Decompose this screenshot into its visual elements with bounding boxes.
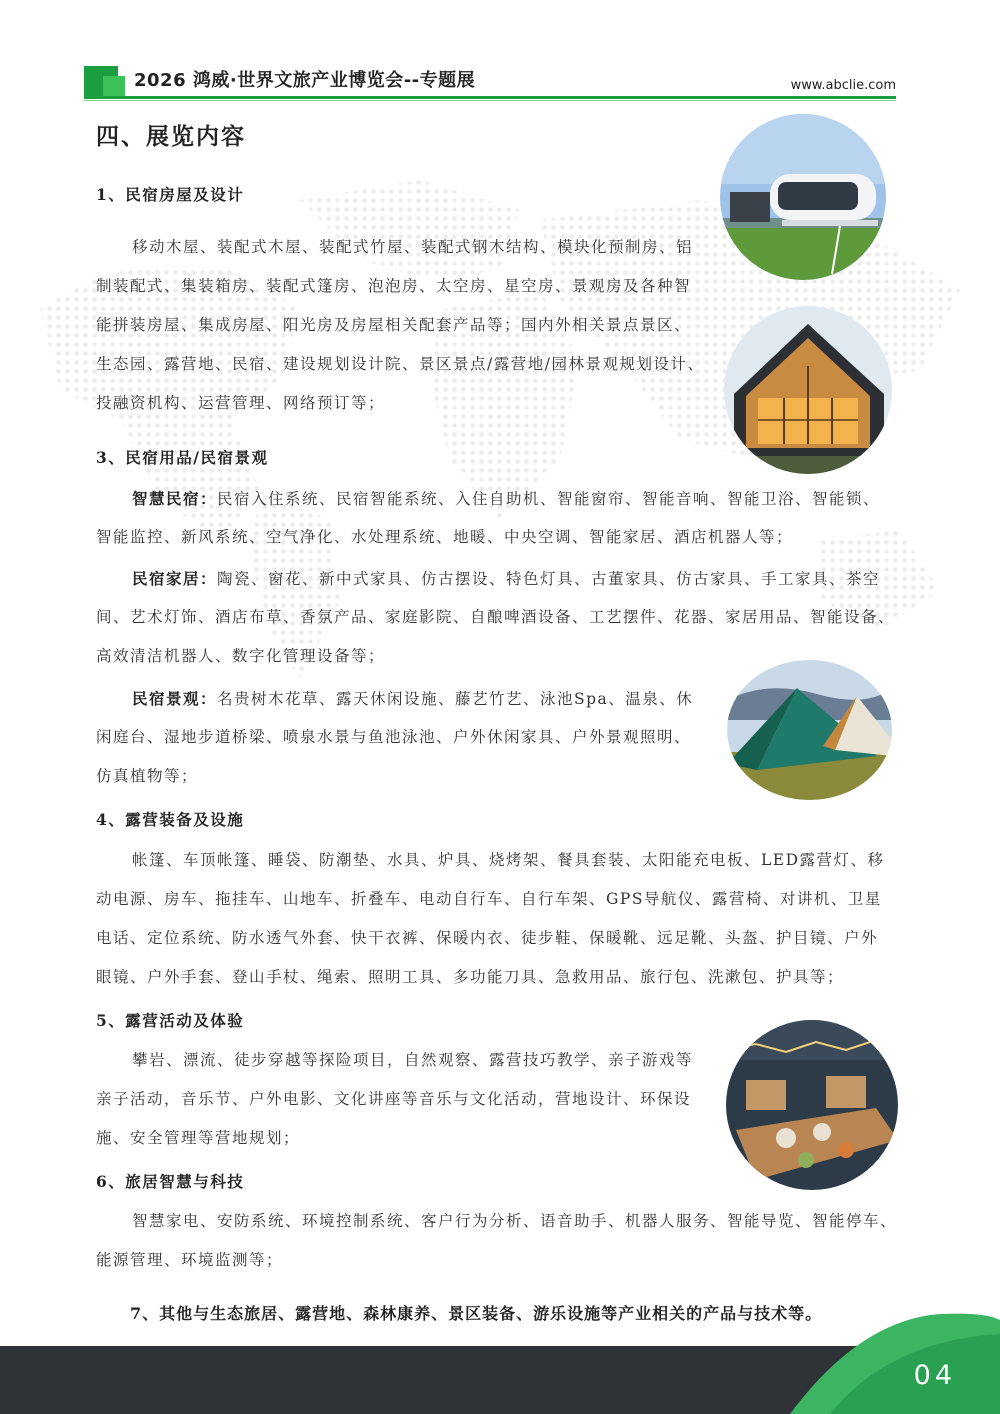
- s3-smart-line: [132, 479, 880, 519]
- s3-landscape-line: 闲庭台、湿地步道桥梁、喷泉水景与鱼池泳池、户外休闲家具、户外景观照明、: [96, 728, 692, 746]
- s5-line: 亲子活动，音乐节、户外电影、文化讲座等音乐与文化活动，营地设计、环保设: [96, 1090, 692, 1108]
- capsule-house-photo: [720, 114, 886, 280]
- section-title: 四、展览内容: [96, 123, 246, 150]
- s1-line: 能拼装房屋、集成房屋、阳光房及房屋相关配套产品等；国内外相关景点景区、: [96, 316, 692, 334]
- heading-s6: 6、旅居智慧与科技: [96, 1172, 245, 1191]
- heading-s5: 5、露营活动及体验: [96, 1011, 245, 1030]
- s4-line: 眼镜、户外手套、登山手杖、绳索、照明工具、多功能刀具、急救用品、旅行包、洗漱包、护具等；: [96, 968, 845, 986]
- heading-s3: 3、民宿用品/民宿景观: [96, 448, 269, 467]
- page-number: 04: [913, 1360, 956, 1391]
- s4-line: 电话、定位系统、防水透气外套、快干衣裤、保暖内衣、徒步鞋、保暖靴、远足靴、头盔、护目镜、户外: [96, 929, 879, 947]
- s3-home-line: 高效清洁机器人、数字化管理设备等；: [96, 647, 386, 665]
- campsite-dining-photo: [726, 1020, 898, 1190]
- homestay-landscape-label: 民宿景观：: [132, 689, 218, 708]
- s5-line: 攀岩、漂流、徒步穿越等探险项目，自然观察、露营技巧教学、亲子游戏等: [132, 1051, 694, 1069]
- s6-line: 智慧家电、安防系统、环境控制系统、客户行为分析、语音助手、机器人服务、智能导览、智能停车、: [132, 1212, 898, 1230]
- s6-line: 能源管理、环境监测等；: [96, 1251, 284, 1269]
- header-title: 2026 鸿威·世界文旅产业博览会--专题展: [134, 70, 476, 91]
- s4-line: 帐篷、车顶帐篷、睡袋、防潮垫、水具、炉具、烧烤架、餐具套装、太阳能充电板、LED露营灯、移: [132, 851, 885, 869]
- s1-line: 生态园、露营地、民宿、建设规划设计院、景区景点/露营地/园林景观规划设计、: [96, 355, 705, 373]
- s3-smart-line: 智能监控、新风系统、空气净化、水处理系统、地暖、中央空调、智能家居、酒店机器人等；: [96, 528, 794, 546]
- heading-s4: 4、露营装备及设施: [96, 810, 245, 829]
- s3-landscape-line: [132, 679, 693, 719]
- s1-line: 制装配式、集装箱房、装配式篷房、泡泡房、太空房、星空房、景观房及各种智: [96, 277, 692, 295]
- s5-line: 施、安全管理等营地规划；: [96, 1129, 301, 1147]
- s1-line: 移动木屋、装配式木屋、装配式竹屋、装配式钢木结构、模块化预制房、铝: [132, 238, 694, 256]
- s1-line: 投融资机构、运营管理、网络预订等；: [96, 394, 386, 412]
- heading-s1: 1、民宿房屋及设计: [96, 185, 245, 204]
- smart-homestay-text: 民宿入住系统、民宿智能系统、入住自助机、智能窗帘、智能音响、智能卫浴、智能锁、: [217, 490, 881, 508]
- homestay-furnishing-text: 陶瓷、窗花、新中式家具、仿古摆设、特色灯具、古董家具、仿古家具、手工家具、茶空: [217, 570, 881, 588]
- tents-photo: [727, 660, 892, 800]
- homestay-furnishing-label: 民宿家居：: [132, 569, 218, 588]
- footer-green-wave: [0, 1300, 1000, 1414]
- closing-statement: 7、其他与生态旅居、露营地、森林康养、景区装备、游乐设施等产业相关的产品与技术等。: [130, 1304, 823, 1323]
- s3-landscape-line: 仿真植物等；: [96, 767, 199, 785]
- smart-homestay-label: 智慧民宿：: [132, 489, 218, 508]
- s4-line: 动电源、房车、拖挂车、山地车、折叠车、电动自行车、自行车架、GPS导航仪、露营椅、对讲机、卫星: [96, 890, 882, 908]
- s3-home-line: [132, 559, 880, 599]
- s3-home-line: 间、艺术灯饰、酒店布草、香氛产品、家庭影院、自酿啤酒设备、工艺摆件、花器、家居用品、智能设备、: [96, 608, 896, 626]
- header-url: www.abclie.com: [790, 78, 896, 93]
- a-frame-cabin-photo: [724, 306, 892, 474]
- homestay-landscape-text: 名贵树木花草、露天休闲设施、藤艺竹艺、泳池Spa、温泉、休: [217, 690, 694, 708]
